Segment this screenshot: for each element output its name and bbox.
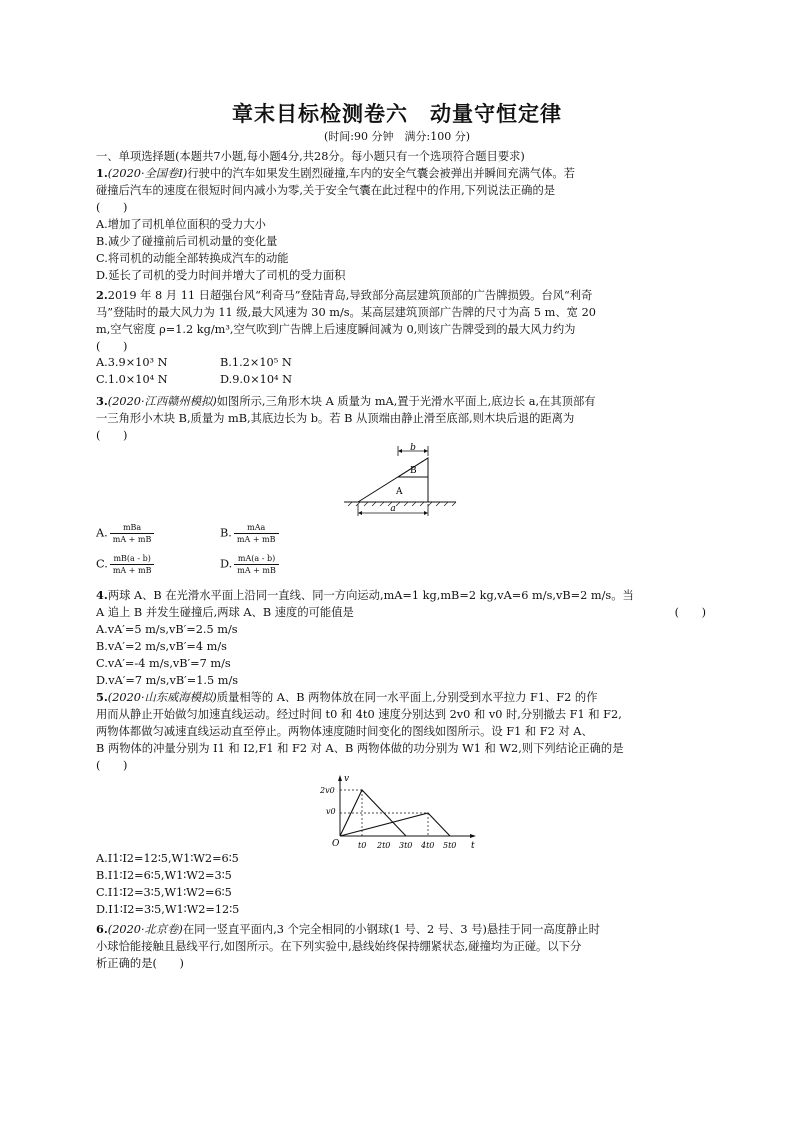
q2-number: 2. [96,288,108,302]
q6-line-3: 析正确的是( ) [96,957,184,970]
q5-xtick-2t0: 2t0 [377,841,391,850]
q4-text-2: A 追上 B 并发生碰撞后,两球 A、B 速度的可能值是 [96,606,354,619]
q3-label-a: a [390,504,396,514]
q3-option-b-letter: B. [220,526,232,540]
q6-line-1 [96,921,706,938]
q2-line-3: m,空气密度 ρ=1.2 kg/m³,空气吹到广告牌上后速度瞬间减为 0,则该广告牌受到的最大风力约为 [96,323,576,336]
q5-v-axis-arrow [338,775,342,781]
q3-option-c-denominator: mA + mB [112,566,152,575]
q2-text-1: 2019 年 8 月 11 日超强台风“利奇马”登陆青岛,导致部分高层建筑顶部的广告牌损毁。台风“利奇 [107,289,593,302]
q5-xtick-t0: t0 [358,841,367,850]
q3-number: 3. [96,394,108,408]
q4-option-c: C.vA′=-4 m/s,vB′=7 m/s [96,657,231,670]
q4-option-a: A.vA′=5 m/s,vB′=2.5 m/s [96,623,238,636]
q4-text-1: 两球 A、B 在光滑水平面上沿同一直线、同一方向运动,mA=1 kg,mB=2 kg,vA=6 m/s,vB=2 m/s。当 [107,589,634,602]
q3-text-1: 如图所示,三角形木块 A 质量为 mA,置于光滑水平面上,底边长 a,在其顶部有 [216,395,596,408]
q4-option-d: D.vA′=7 m/s,vB′=1.5 m/s [96,674,239,687]
q5-text-1: 质量相等的 A、B 两物体放在同一水平面上,分别受到水平拉力 F1、F2 的作 [216,691,598,704]
q3-option-b-fraction [234,522,279,545]
q5-velocity-time-graph [318,772,478,850]
q3-option-a-denominator: mA + mB [112,535,152,544]
q1-source: (2020·全国卷Ⅰ) [107,167,188,180]
q3-option-d-numerator: mA(a - b) [234,553,279,565]
q3-options-row-1 [96,522,706,546]
q1-option-c: C.将司机的动能全部转换成汽车的动能 [96,252,289,265]
q1-option-b: B.减少了碰撞前后司机动量的变化量 [96,235,278,248]
q3-wedge-figure [340,442,460,518]
q4-option-b: B.vA′=2 m/s,vB′=4 m/s [96,640,227,653]
q3-options-row-2 [96,553,706,577]
q1-text-1: 行驶中的汽车如果发生剧烈碰撞,车内的安全气囊会被弹出并瞬间充满气体。若 [187,167,576,180]
q5-option-a: A.I1∶I2=12∶5,W1∶W2=6∶5 [96,852,239,865]
q3-option-c-fraction [110,553,155,576]
q3-option-c [96,553,154,576]
q2-option-c: C.1.0×10⁴ N [96,373,168,386]
q3-option-d-denominator: mA + mB [237,566,276,575]
q3-option-c-numerator: mB(a - b) [110,553,155,565]
q6-text-1: 在同一竖直平面内,3 个完全相同的小钢球(1 号、2 号、3 号)悬挂于同一高度静止时 [182,923,600,936]
q5-t-label: t [471,841,475,850]
q5-xtick-5t0: 5t0 [443,841,457,850]
q2-option-d: D.9.0×10⁴ N [220,373,293,386]
q3-option-d-fraction [234,553,279,576]
q3-label-b: b [410,443,416,453]
q2-option-a: A.3.9×10³ N [96,356,168,369]
q4-answer-paren: ( ) [674,606,706,619]
q5-ytick-v0: v0 [326,807,336,816]
q2-answer-paren: ( ) [96,340,128,353]
q6-line-2: 小球恰能接触且悬线平行,如图所示。在下列实验中,悬线始终保持绷紧状态,碰撞均为正碰。以下分 [96,940,582,953]
q5-answer-paren: ( ) [96,759,128,772]
q5-line-1 [96,689,706,706]
q4-number: 4. [96,588,108,602]
q3-option-a-letter: A. [96,526,108,540]
q5-line-3: 两物体都做匀减速直线运动直至停止。两物体速度随时间变化的图线如图所示。设 F1 和 F2 对 A、 [96,725,593,738]
q3-line-1 [96,393,706,410]
page-subtitle: (时间:90 分钟 满分:100 分) [324,130,470,143]
q1-answer-paren: ( ) [96,201,128,214]
q3-option-d-letter: D. [220,557,233,571]
q5-number: 5. [96,690,108,704]
q5-xtick-4t0: 4t0 [421,841,435,850]
q3-option-d [220,553,279,576]
q1-option-d: D.延长了司机的受力时间并增大了司机的受力面积 [96,269,346,282]
q3-source: (2020·江西赣州模拟) [107,395,217,408]
q2-line-2: 马”登陆时的最大风力为 11 级,最大风速为 30 m/s。某高层建筑顶部广告牌的尺寸为高 5 m、宽 20 [96,306,596,319]
q3-option-a [96,522,154,545]
q1-option-a: A.增加了司机单位面积的受力大小 [96,218,266,231]
q3-a-arrow-left [358,511,362,515]
q2-option-b: B.1.2×10⁵ N [220,356,292,369]
q4-line-1 [96,587,706,604]
q6-number: 6. [96,922,108,936]
q5-source: (2020·山东威海模拟) [107,691,217,704]
q3-option-b [220,522,279,545]
q3-line-2: 一三角形小木块 B,质量为 mB,其底边长为 b。若 B 从顶端由静止滑至底部,则木块后退的距离为 [96,412,575,425]
q3-option-a-numerator: mBa [110,522,155,534]
q3-label-B: B [410,466,417,476]
page-title: 章末目标检测卷六 动量守恒定律 [232,102,562,126]
q5-t-axis-arrow [470,834,476,838]
q3-a-arrow-right [424,511,428,515]
q3-ground-hatching [348,502,456,506]
section-heading: 一、单项选择题(本题共7小题,每小题4分,共28分。每小题只有一个选项符合题目要求) [96,150,525,163]
q4-line-2 [96,604,706,621]
q5-v-label: v [344,774,350,784]
q3-option-a-fraction [110,522,155,545]
q3-answer-paren: ( ) [96,429,128,442]
q6-source: (2020·北京卷) [107,923,183,936]
q5-option-c: C.I1∶I2=3∶5,W1∶W2=6∶5 [96,886,232,899]
q1-line-1 [96,165,706,182]
q5-line-4: B 两物体的冲量分别为 I1 和 I2,F1 和 F2 对 A、B 两物体做的功分别为 W1 和 W2,则下列结论正确的是 [96,742,624,755]
q3-option-b-numerator: mAa [234,522,279,534]
q3-option-b-denominator: mA + mB [236,535,276,544]
q1-line-2: 碰撞后汽车的速度在很短时间内减小为零,关于安全气囊在此过程中的作用,下列说法正确的是 [96,184,556,197]
q5-ytick-2v0: 2v0 [320,786,335,795]
q5-xtick-3t0: 3t0 [399,841,413,850]
q3-label-A: A [396,487,403,497]
q3-b-arrow-left [398,449,402,453]
q5-origin-label: O [332,839,340,849]
q5-line-2: 用而从静止开始做匀加速直线运动。经过时间 t0 和 4t0 速度分别达到 2v0 和 v0 时,分别撤去 F1 和 F2, [96,708,622,721]
q5-option-d: D.I1∶I2=3∶5,W1∶W2=12∶5 [96,903,240,916]
q5-option-b: B.I1∶I2=6∶5,W1∶W2=3∶5 [96,869,232,882]
q1-number: 1. [96,166,108,180]
q3-option-c-letter: C. [96,557,108,571]
q2-line-1 [96,287,706,304]
q3-b-arrow-right [424,449,428,453]
